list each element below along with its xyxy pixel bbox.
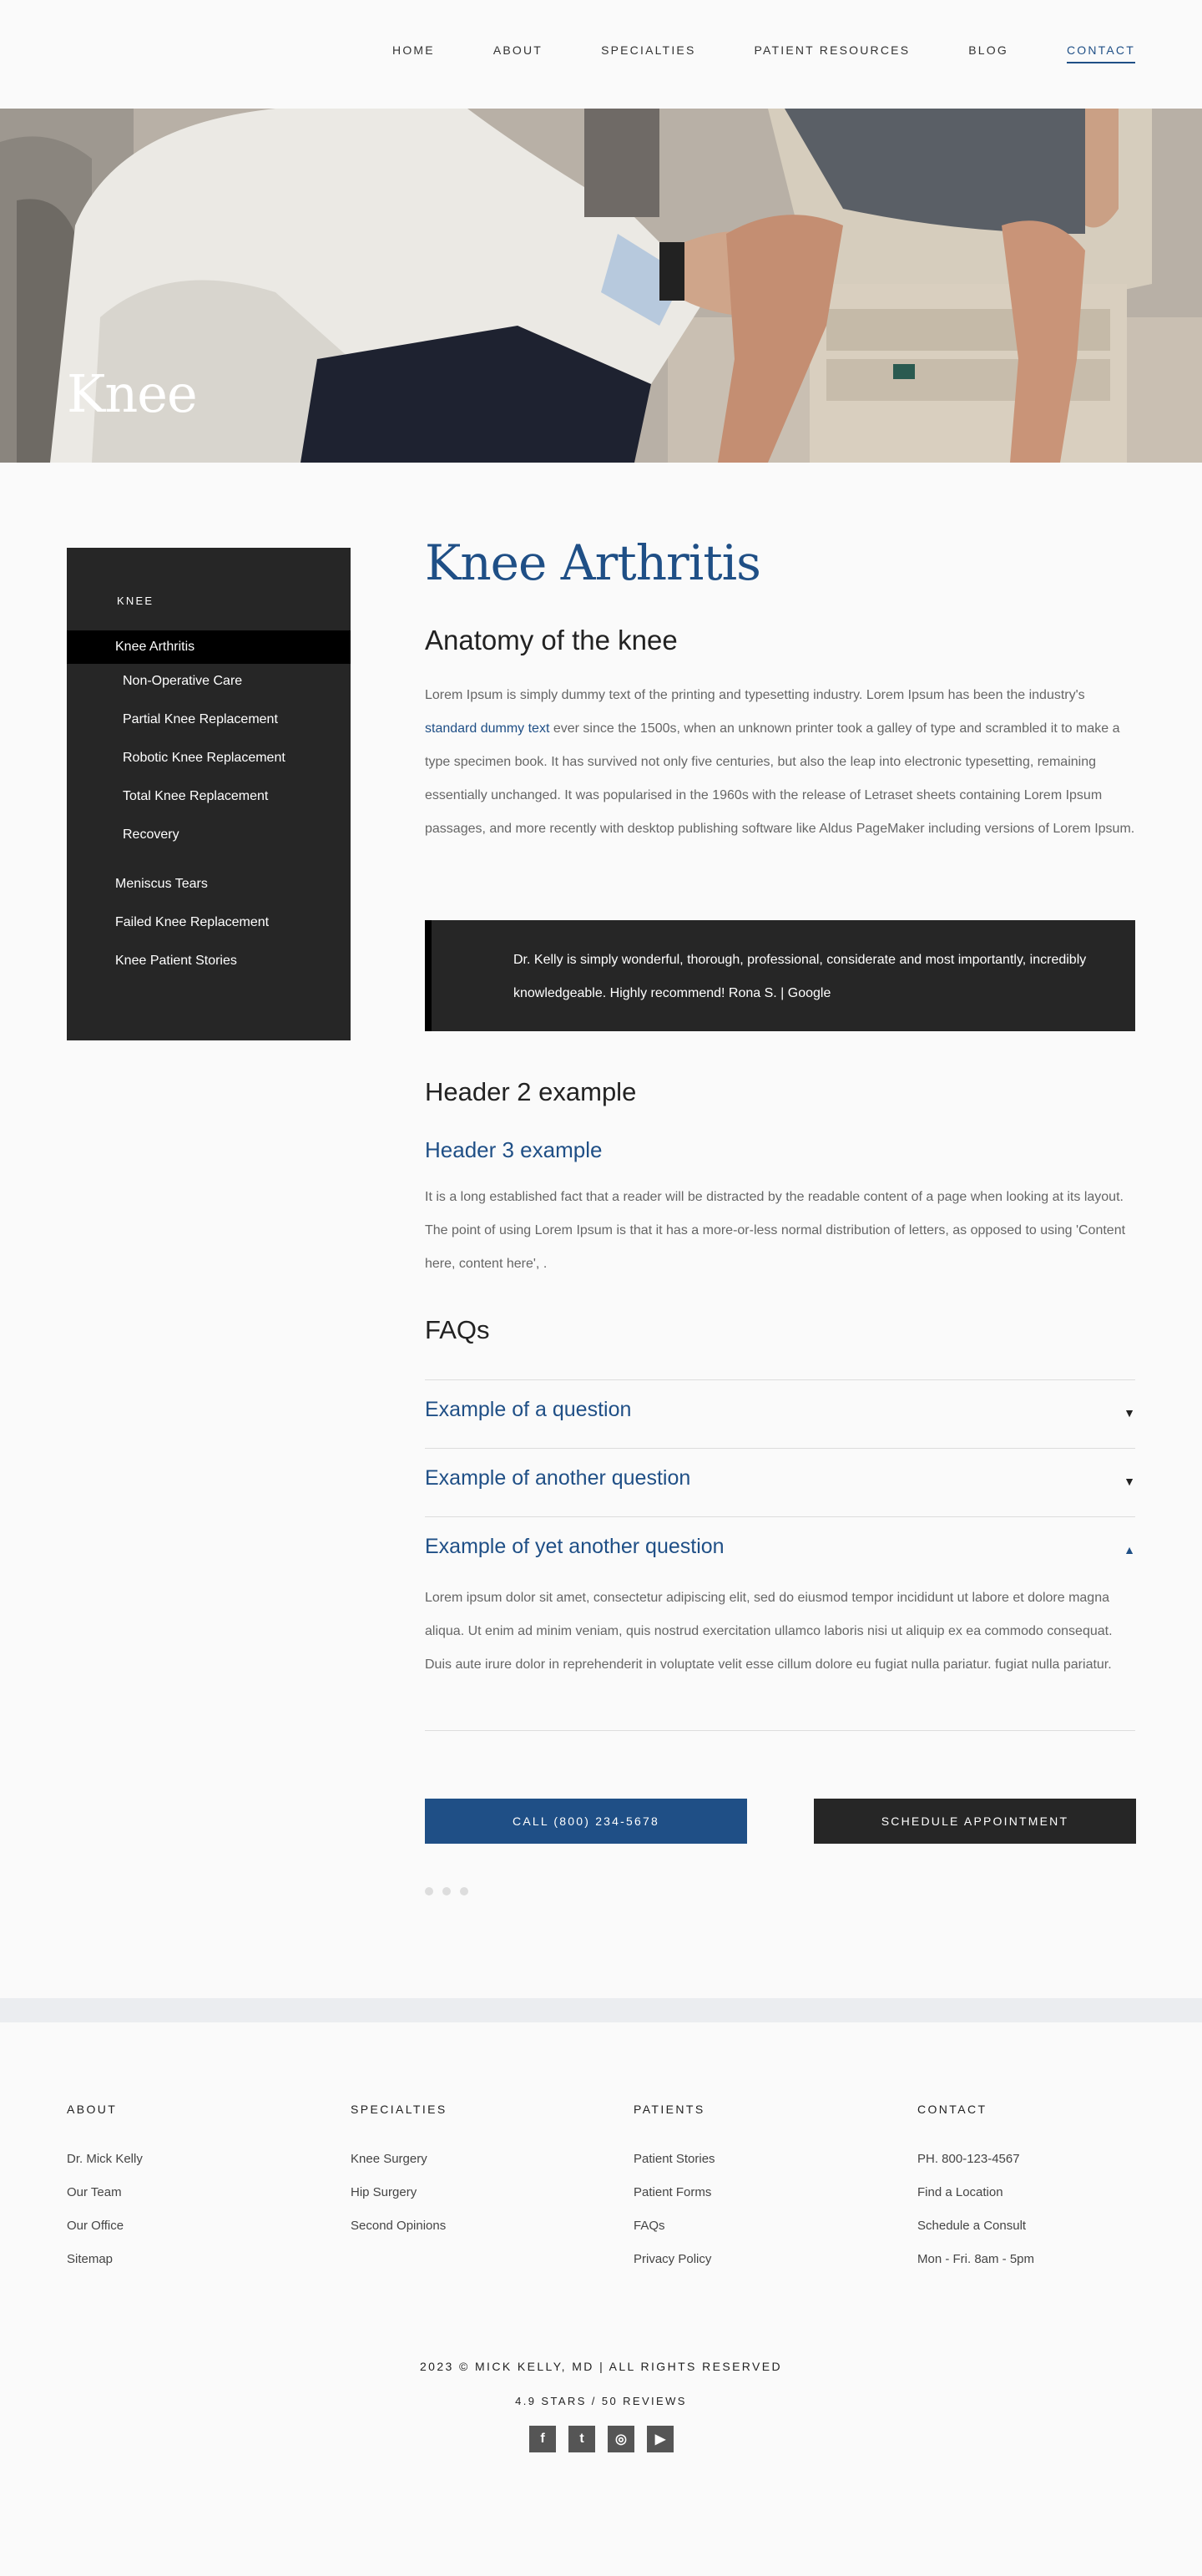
sidebar-item-recovery[interactable]: Recovery xyxy=(123,827,179,842)
chevron-up-icon: ▲ xyxy=(1124,1543,1135,1556)
twitter-icon[interactable]: t xyxy=(568,2426,595,2452)
sidebar-heading: KNEE xyxy=(117,595,154,607)
footer-divider-band xyxy=(0,1998,1202,2022)
reviews-text[interactable]: 4.9 STARS / 50 REVIEWS xyxy=(515,2395,687,2407)
faq-question-2[interactable] xyxy=(425,1448,1135,1516)
footer-link[interactable]: Hip Surgery xyxy=(351,2185,417,2199)
sidebar-item-partial-knee-replacement[interactable]: Partial Knee Replacement xyxy=(123,712,278,726)
carousel-dot[interactable] xyxy=(425,1887,433,1895)
faq-question-label: Example of yet another question xyxy=(425,1535,725,1558)
footer-link[interactable]: Knee Surgery xyxy=(351,2152,427,2166)
copyright-text: 2023 © MICK KELLY, MD | ALL RIGHTS RESERVED xyxy=(419,2360,783,2373)
faq-question-label: Example of another question xyxy=(425,1466,691,1490)
standard-dummy-text-link[interactable]: standard dummy text xyxy=(425,721,550,736)
hero-title: Knee xyxy=(67,363,197,424)
instagram-icon[interactable]: ◎ xyxy=(608,2426,634,2452)
footer-link[interactable]: Our Team xyxy=(67,2185,122,2199)
nav-home-link[interactable]: HOME xyxy=(392,43,435,57)
footer-link[interactable]: Second Opinions xyxy=(351,2219,447,2233)
body-paragraph: It is a long established fact that a reader will be distracted by the readable content of a page when looking at its layout. The point of using Lorem Ipsum is that it has a more-or-less normal distribution of letters, as opposed to using 'Content here, content here', . xyxy=(425,1190,1126,1271)
nav-contact-link[interactable]: CONTACT xyxy=(1067,43,1135,63)
testimonial-quote xyxy=(425,920,1135,1031)
intro-text-start: Lorem Ipsum is simply dummy text of the printing and typesetting industry. Lorem Ipsum has been the industry's xyxy=(425,688,1085,702)
sidebar-item-failed-knee-replacement[interactable]: Failed Knee Replacement xyxy=(115,915,270,929)
carousel-dot[interactable] xyxy=(442,1887,451,1895)
nav-specialties-link[interactable]: SPECIALTIES xyxy=(601,43,696,57)
header-3-example: Header 3 example xyxy=(425,1137,603,1162)
footer-heading: SPECIALTIES xyxy=(351,2103,447,2116)
footer-link[interactable]: Our Office xyxy=(67,2219,124,2233)
chevron-down-icon: ▼ xyxy=(1124,1475,1135,1488)
footer-link[interactable]: PH. 800-123-4567 xyxy=(917,2152,1020,2166)
testimonial-text: Dr. Kelly is simply wonderful, thorough, professional, considerate and most importantly, incredibly knowledgeable. Highly recommend! Rona S. | Google xyxy=(513,953,1087,1000)
footer-link[interactable]: Patient Forms xyxy=(634,2185,712,2199)
sidebar-item-meniscus-tears[interactable]: Meniscus Tears xyxy=(115,877,208,891)
hero-banner xyxy=(0,109,1202,463)
footer-link[interactable]: Patient Stories xyxy=(634,2152,715,2166)
footer-column-contact xyxy=(917,2103,1168,2276)
faq-divider xyxy=(425,1730,1135,1731)
carousel-dots xyxy=(425,1887,468,1895)
top-navigation xyxy=(0,0,1202,109)
footer-link[interactable]: Sitemap xyxy=(67,2252,114,2266)
page-title: Knee Arthritis xyxy=(425,534,760,591)
footer-column-patients xyxy=(634,2103,884,2276)
section-heading-anatomy: Anatomy of the knee xyxy=(425,625,678,655)
footer-column-specialties xyxy=(351,2103,601,2243)
header-2-example: Header 2 example xyxy=(425,1077,637,1106)
faq-question-3[interactable] xyxy=(425,1516,1135,1585)
footer-link[interactable]: Dr. Mick Kelly xyxy=(67,2152,143,2166)
footer-link[interactable]: FAQs xyxy=(634,2219,665,2233)
nav-about-link[interactable]: ABOUT xyxy=(492,43,543,57)
schedule-appointment-button[interactable]: SCHEDULE APPOINTMENT xyxy=(814,1799,1136,1844)
footer-link[interactable]: Find a Location xyxy=(917,2185,1003,2199)
footer-heading: PATIENTS xyxy=(634,2103,705,2116)
carousel-dot[interactable] xyxy=(460,1887,468,1895)
footer-heading: ABOUT xyxy=(67,2103,118,2116)
sidebar-nav xyxy=(67,548,351,1040)
footer-link: Mon - Fri. 8am - 5pm xyxy=(917,2252,1035,2266)
sidebar-item-total-knee-replacement[interactable]: Total Knee Replacement xyxy=(123,789,269,803)
intro-paragraph xyxy=(425,679,1135,846)
sidebar-item-knee-arthritis[interactable]: Knee Arthritis xyxy=(67,630,351,664)
footer-link[interactable]: Schedule a Consult xyxy=(917,2219,1027,2233)
footer-column-about xyxy=(67,2103,317,2276)
social-links xyxy=(529,2426,674,2452)
chevron-down-icon: ▼ xyxy=(1124,1406,1135,1420)
sidebar-item-non-operative-care[interactable]: Non-Operative Care xyxy=(123,674,243,688)
faq-question-1[interactable] xyxy=(425,1379,1135,1448)
sidebar-item-robotic-knee-replacement[interactable]: Robotic Knee Replacement xyxy=(123,751,285,765)
footer xyxy=(0,2022,1202,2576)
faq-heading: FAQs xyxy=(425,1315,490,1344)
intro-text-end: ever since the 1500s, when an unknown printer took a galley of type and scrambled it to make a type specimen book. It has survived not only five centuries, but also the leap into electronic typesetting, remaining essentially unchanged. It was popularised in the 1960s with the release of Letraset sheets containing Lorem Ipsum passages, and more recently with desktop publishing software like Aldus PageMaker including versions of Lorem Ipsum. xyxy=(425,721,1135,836)
footer-link[interactable]: Privacy Policy xyxy=(634,2252,712,2266)
call-button[interactable]: CALL (800) 234-5678 xyxy=(425,1799,747,1844)
nav-links xyxy=(392,43,1135,63)
faq-answer: Lorem ipsum dolor sit amet, consectetur adipiscing elit, sed do eiusmod tempor incididunt ut labore et dolore magna aliqua. Ut enim ad minim veniam, quis nostrud exercitation ullamco laboris nisi ut aliquip ex ea commodo consequat. Duis aute irure dolor in reprehenderit in voluptate velit esse cillum dolore eu fugiat nulla pariatur. fugiat nulla pariatur. xyxy=(425,1591,1113,1672)
faq-question-label: Example of a question xyxy=(425,1398,632,1421)
facebook-icon[interactable]: f xyxy=(529,2426,556,2452)
sidebar-item-knee-patient-stories[interactable]: Knee Patient Stories xyxy=(115,954,237,968)
nav-patient-resources-link[interactable]: PATIENT RESOURCES xyxy=(754,43,911,57)
youtube-icon[interactable]: ▶ xyxy=(647,2426,674,2452)
nav-blog-link[interactable]: BLOG xyxy=(968,43,1008,57)
footer-heading: CONTACT xyxy=(917,2103,987,2116)
